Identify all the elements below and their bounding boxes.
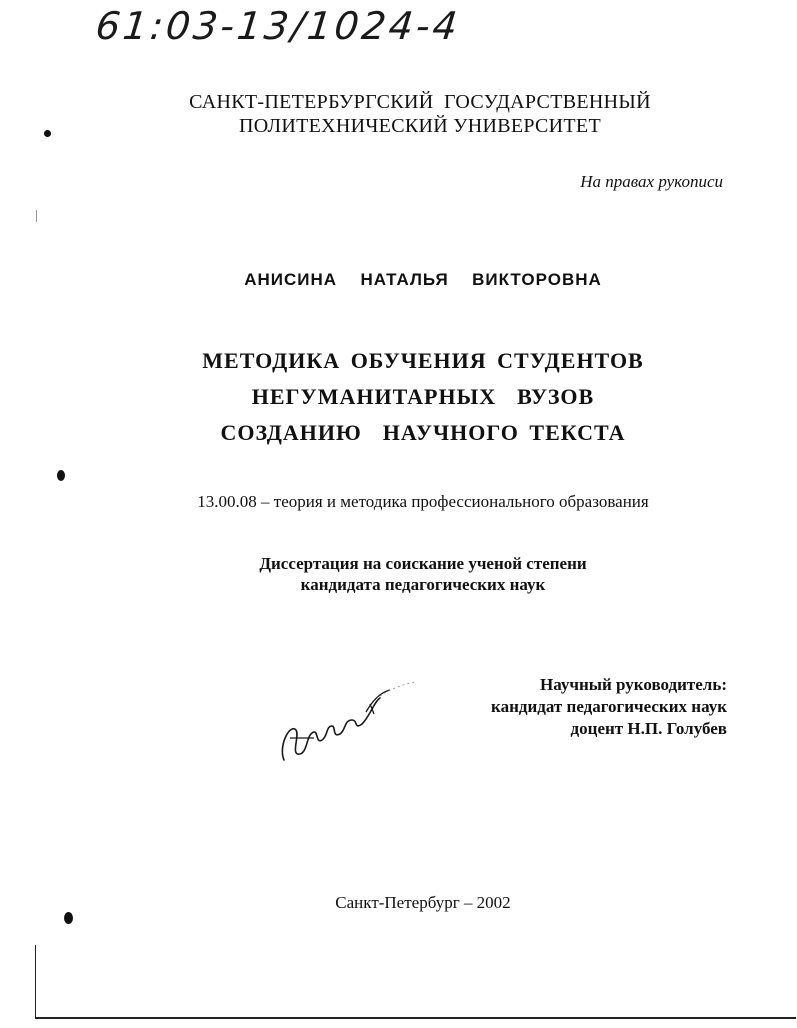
handwritten-catalog-number: 61:03-13/1024-4 xyxy=(93,4,463,48)
scientific-supervisor xyxy=(491,674,727,740)
dissertation-title xyxy=(0,343,797,451)
specialty-code: 13.00.08 – теория и методика профессионального образования xyxy=(197,492,649,511)
scan-edge-line xyxy=(36,210,37,222)
author-name: АНИСИНА НАТАЛЬЯ ВИКТОРОВНА xyxy=(244,270,602,289)
city-and-year: Санкт-Петербург – 2002 xyxy=(335,893,511,912)
degree-line-1: Диссертация на соискание ученой степени xyxy=(259,554,587,573)
degree-statement xyxy=(0,553,797,595)
scan-mark xyxy=(44,130,51,137)
supervisor-line-2: кандидат педагогических наук xyxy=(491,697,727,716)
title-line-3: СОЗДАНИЮ НАУЧНОГО ТЕКСТА xyxy=(220,420,626,445)
title-line-1: МЕТОДИКА ОБУЧЕНИЯ СТУДЕНТОВ xyxy=(202,348,644,373)
title-line-2: НЕГУМАНИТАРНЫХ ВУЗОВ xyxy=(251,384,595,409)
scan-mark xyxy=(57,470,65,481)
institution-line-2: ПОЛИТЕХНИЧЕСКИЙ УНИВЕРСИТЕТ xyxy=(239,115,601,137)
supervisor-line-1: Научный руководитель: xyxy=(540,675,727,694)
degree-line-2: кандидата педагогических наук xyxy=(300,575,546,594)
scan-mark xyxy=(64,912,73,924)
author-signature xyxy=(270,668,420,768)
scan-edge-line xyxy=(35,945,36,1019)
institution-name xyxy=(0,90,797,138)
manuscript-rights-note: На правах рукописи xyxy=(580,172,723,191)
supervisor-line-3: доцент Н.П. Голубев xyxy=(570,719,727,738)
scan-edge-line xyxy=(36,1017,796,1019)
institution-line-1: САНКТ-ПЕТЕРБУРГСКИЙ ГОСУДАРСТВЕННЫЙ xyxy=(189,91,651,113)
